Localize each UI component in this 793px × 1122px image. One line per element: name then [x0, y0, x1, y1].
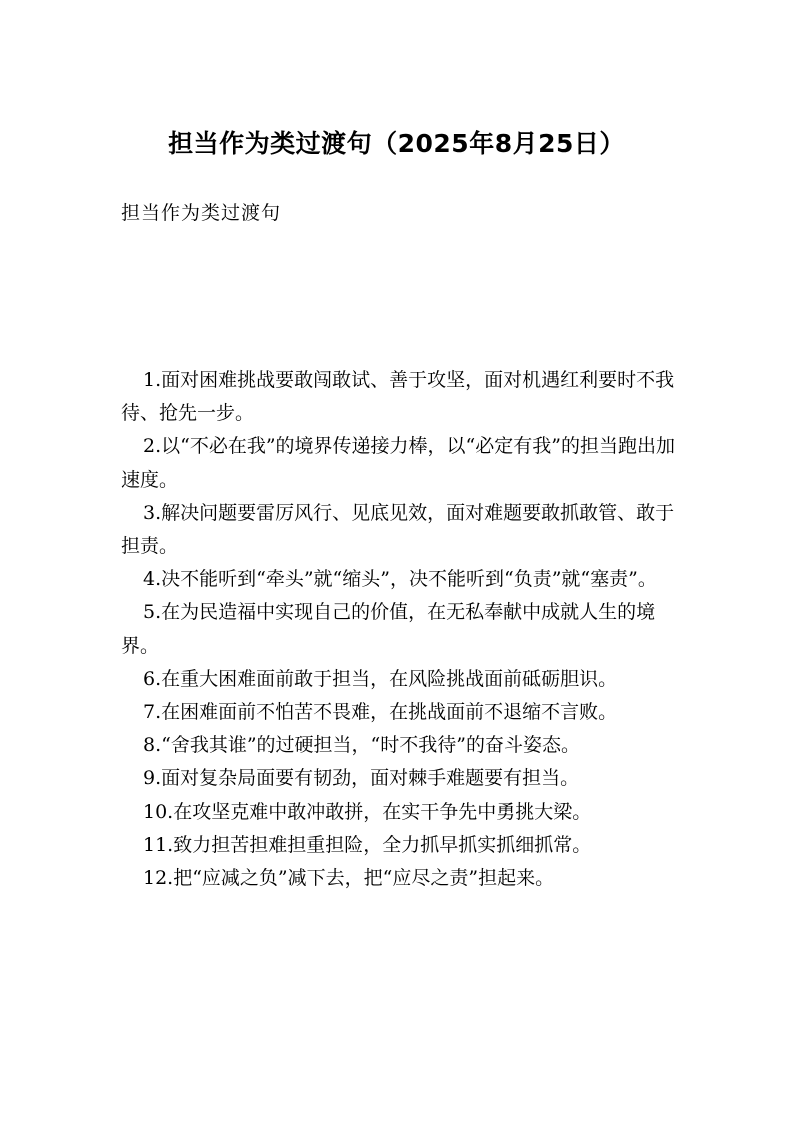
- transition-sentence-list: [121, 364, 677, 895]
- list-item: 1.面对困难挑战要敢闯敢试、善于攻坚，面对机遇红利要时不我待、抢先一步。: [121, 369, 675, 425]
- document-subtitle: 担当作为类过渡句: [121, 202, 282, 224]
- list-item: 7.在困难面前不怕苦不畏难，在挑战面前不退缩不言败。: [143, 701, 618, 724]
- list-item: 9.面对复杂局面要有韧劲，面对棘手难题要有担当。: [143, 767, 580, 790]
- list-item: 2.以“不必在我”的境界传递接力棒，以“必定有我”的担当跑出加速度。: [121, 435, 675, 491]
- document-title: 担当作为类过渡句（2025年8月25日）: [168, 129, 625, 158]
- list-item: 12.把“应减之负”减下去，把“应尽之责”担起来。: [143, 867, 555, 890]
- list-item: 6.在重大困难面前敢于担当，在风险挑战面前砥砺胆识。: [143, 667, 618, 690]
- list-item: 11.致力担苦担难担重担险，全力抓早抓实抓细抓常。: [143, 833, 592, 856]
- list-item: 4.决不能听到“牵头”就“缩头”，决不能听到“负责”就“塞责”。: [143, 568, 657, 591]
- list-item: 8.“舍我其谁”的过硬担当，“时不我待”的奋斗姿态。: [143, 734, 580, 757]
- list-item: 10.在攻坚克难中敢冲敢拼，在实干争先中勇挑大梁。: [143, 800, 592, 823]
- list-item: 5.在为民造福中实现自己的价值，在无私奉献中成就人生的境界。: [121, 601, 656, 657]
- list-item: 3.解决问题要雷厉风行、见底见效，面对难题要敢抓敢管、敢于担责。: [121, 501, 675, 558]
